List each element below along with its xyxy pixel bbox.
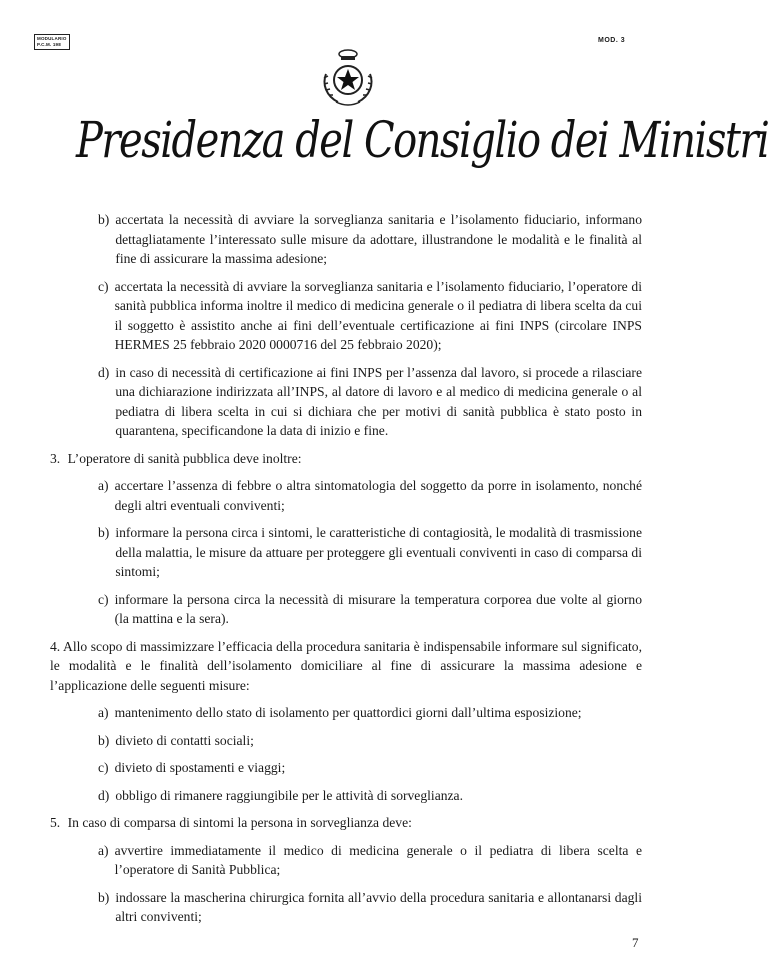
item-label: d)	[98, 364, 110, 380]
item-label: b)	[98, 889, 110, 905]
section-intro: L’operatore di sanità pubblica deve inoltre:	[67, 450, 302, 466]
list-item	[98, 363, 642, 441]
item-text: informare la persona circa la necessità di misurare la temperatura corporea due volte al giorno (la mattina e la sera).	[114, 591, 642, 626]
list-item	[98, 758, 642, 778]
header-title: Presidenza del Consiglio dei Ministri	[76, 112, 768, 170]
list-item	[98, 277, 642, 355]
section-intro: Allo scopo di massimizzare l’efficacia della procedura sanitaria è indispensabile informare sul significato, le modalità e le finalità dell’isolamento domiciliare al fine di assicurare la massima adesione e l’applicazione delle seguenti misure:	[50, 638, 642, 693]
item-text: obbligo di rimanere raggiungibile per le attività di sorveglianza.	[115, 787, 463, 803]
item-label: b)	[98, 525, 110, 540]
item-text: mantenimento dello stato di isolamento per quattordici giorni dall’ultima esposizione;	[114, 705, 582, 720]
form-box-line1: MODULARIO	[37, 36, 67, 41]
section-number: 3.	[50, 450, 61, 466]
section-intro: In caso di comparsa di sintomi la persona in sorveglianza deve:	[67, 815, 412, 830]
section-number: 5.	[50, 815, 61, 830]
item-label: b)	[98, 732, 110, 748]
item-label: a)	[98, 842, 109, 858]
mod-label: MOD. 3	[598, 37, 626, 44]
item-label: d)	[98, 787, 110, 803]
item-label: c)	[98, 591, 109, 607]
list-item	[98, 476, 642, 515]
list-item	[98, 841, 642, 880]
section-5-heading	[50, 813, 642, 833]
section-3-heading	[50, 449, 642, 469]
item-text: avvertire immediatamente il medico di medicina generale o il pediatra di libera scelta e l’operatore di Sanità Pubblica;	[114, 842, 642, 877]
item-text: accertata la necessità di avviare la sorveglianza sanitaria e l’isolamento fiduciario, informano dettagliatamente l’interessato sulle misure da adottare, illustrandone le modalità e le finalità al fine di assicurare la massima adesione;	[115, 212, 642, 266]
list-item	[98, 703, 642, 723]
list-item	[98, 731, 642, 751]
item-label: b)	[98, 212, 110, 227]
item-label: c)	[98, 278, 109, 294]
list-item	[98, 523, 642, 582]
list-item	[98, 888, 642, 927]
item-text: indossare la mascherina chirurgica fornita all’avvio della procedura sanitaria e allontanarsi dagli altri conviventi;	[115, 889, 642, 924]
item-text: informare la persona circa i sintomi, le caratteristiche di contagiosità, le modalità di trasmissione della malattia, le misure da attuare per proteggere gli eventuali conviventi in caso di comparsa di sintomi;	[115, 525, 642, 579]
item-text: accertare l’assenza di febbre o altra sintomatologia del soggetto da porre in isolamento, nonché degli altri eventuali conviventi;	[114, 478, 642, 513]
item-text: divieto di contatti sociali;	[115, 732, 254, 748]
item-text: divieto di spostamenti e viaggi;	[114, 760, 286, 775]
form-box	[34, 34, 70, 50]
section-number: 4.	[50, 638, 61, 654]
page-number: 7	[632, 935, 639, 950]
list-item	[98, 786, 642, 806]
item-text: accertata la necessità di avviare la sorveglianza sanitaria e l’isolamento fiduciario, l’operatore di sanità pubblica informa inoltre il medico di medicina generale o il pediatra di libera scelta da cui il soggetto è assistito anche ai fini dell’eventuale certificazione ai fini INPS (circolare INPS HERMES 25 febbraio 2020 0000716 del 25 febbraio 2020);	[114, 278, 642, 352]
item-text: in caso di necessità di certificazione ai fini INPS per l’assenza dal lavoro, si procede a rilasciare una dichiarazione indirizzata all’INPS, al datore di lavoro e al medico di medicina generale o al pediatra di libera scelta in cui si dichiara che per motivi di sanità pubblica è stato posto in quarantena, specificandone la data di inizio e fine.	[115, 364, 642, 438]
emblem-icon	[318, 44, 378, 108]
item-label: a)	[98, 705, 109, 720]
list-item	[98, 210, 642, 269]
item-label: c)	[98, 760, 109, 775]
document-body	[50, 210, 642, 935]
list-item	[98, 590, 642, 629]
form-box-line2: P.C.M. 198	[37, 42, 61, 47]
item-label: a)	[98, 478, 109, 493]
section-4-heading	[50, 637, 642, 696]
